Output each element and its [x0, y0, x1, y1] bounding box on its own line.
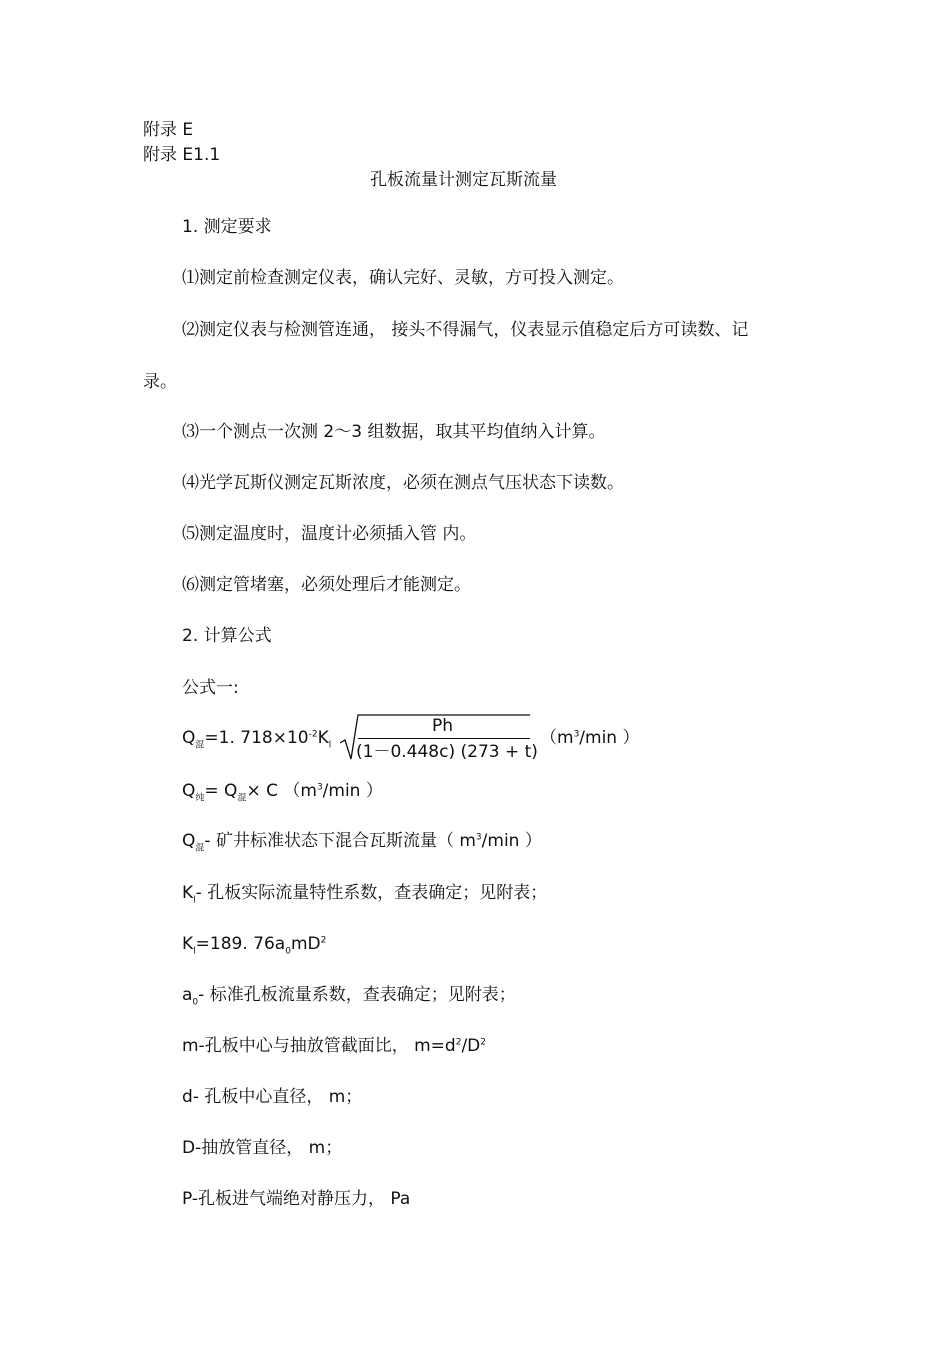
- page-title: 孔板流量计测定瓦斯流量: [370, 170, 557, 190]
- sub-appendix-label: 附录 E1.1: [143, 145, 221, 165]
- requirement-4: ⑷光学瓦斯仪测定瓦斯浓度，必须在测点气压状态下读数。: [182, 473, 624, 493]
- requirement-5: ⑸测定温度时，温度计必须插入管 内。: [182, 524, 477, 544]
- definition-a0: $a_0-$ 标准孔板流量系数，查表确定；见附表；: [182, 985, 516, 1008]
- definition-kl: $K_l-$ 孔板实际流量特性系数，查表确定；见附表；: [182, 883, 548, 906]
- requirement-1: ⑴测定前检查测定仪表，确认完好、灵敏，方可投入测定。: [182, 268, 624, 288]
- requirement-3: ⑶一个测点一次测 2～3 组数据，取其平均值纳入计算。: [182, 422, 606, 442]
- definition-P: P-孔板进气端绝对静压力， Pa: [182, 1189, 411, 1209]
- requirement-2-cont: 录。: [143, 372, 177, 392]
- formula-pure-flow: $Q_纯= Q_混\times C$ （$m^3/\min$ ）: [182, 781, 383, 804]
- fraction-denominator: (1－0.448c) (273 + t): [356, 742, 538, 762]
- definition-q-mixed: $Q_混-$ 矿井标准状态下混合瓦斯流量（ $m^3/\min$ ）: [182, 831, 542, 854]
- formula1-unit: （$m^3/\min$ ）: [540, 728, 640, 748]
- appendix-label: 附录 E: [143, 120, 194, 140]
- definition-m: m-孔板中心与抽放管截面比， $m=d^2/D^2$: [182, 1036, 486, 1056]
- requirement-6: ⑹测定管堵塞，必须处理后才能测定。: [182, 575, 471, 595]
- definition-D: D-抽放管直径， m；: [182, 1138, 343, 1158]
- formula-lhs: $Q_混=1$. $718\times 10^{-2}K_l$: [182, 728, 332, 751]
- section2-title: 2. 计算公式: [182, 626, 272, 646]
- fraction-numerator: Ph: [432, 716, 454, 736]
- section1-title: 1. 测定要求: [182, 217, 272, 237]
- fraction-bar: [358, 738, 530, 739]
- formula-mixed-flow: [182, 713, 642, 763]
- definition-kl-value: $K_l=189$. $76a_0mD^2$: [182, 934, 327, 957]
- formula-label: 公式一:: [182, 678, 239, 698]
- definition-d: d- 孔板中心直径， m；: [182, 1087, 363, 1107]
- requirement-2: ⑵测定仪表与检测管连通， 接头不得漏气，仪表显示值稳定后方可读数、记: [182, 320, 749, 340]
